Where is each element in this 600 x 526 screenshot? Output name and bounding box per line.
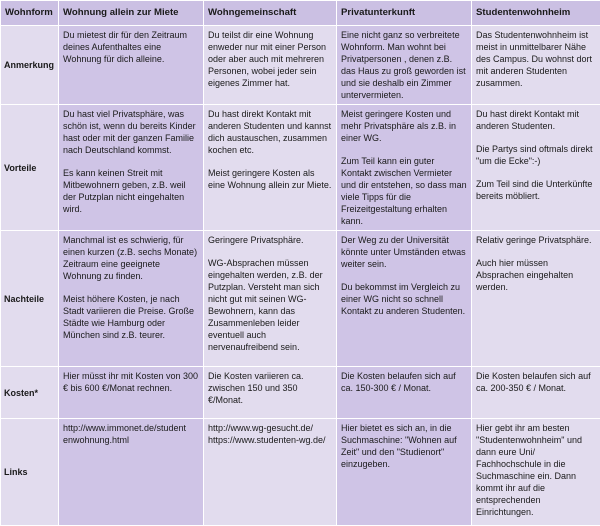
cell-text: Meist geringere Kosten und mehr Privatsphäre als z.B. in einer WG. — [341, 108, 467, 144]
row-kosten — [1, 367, 600, 419]
cell-text: Relativ geringe Privatsphäre. — [476, 234, 596, 246]
cell-text: Es kann keinen Streit mit Mitbewohnern geben, z.B. weil der Putzplan nicht eingehalten wird. — [63, 167, 199, 215]
cell-nachteile-studentenwohnheim — [472, 231, 600, 367]
header-studentenwohnheim: Studentenwohnheim — [472, 1, 600, 26]
cell-kosten-wohngemeinschaft — [204, 367, 337, 419]
cell-anmerkung-wohnung-allein — [59, 26, 204, 105]
cell-nachteile-wohnung-allein — [59, 231, 204, 367]
row-label-nachteile: Nachteile — [1, 231, 59, 367]
cell-text: WG-Absprachen müssen eingehalten werden, z.B. der Putzplan. Versteht man sich nicht gut mit seinen WG-Bewohnern, kann das Zusammenleben leider eventuell auch nervenaufreibend sein. — [208, 257, 332, 353]
cell-text: Du mietest dir für den Zeitraum deines Aufenthaltes eine Wohnung für dich alleine. — [63, 29, 199, 65]
cell-text: Du hast direkt Kontakt mit anderen Studenten. — [476, 108, 596, 132]
cell-kosten-privatunterkunft — [337, 367, 472, 419]
header-wohnform: Wohnform — [1, 1, 59, 26]
row-nachteile — [1, 231, 600, 367]
cell-text: Auch hier müssen Absprachen eingehalten werden. — [476, 257, 596, 293]
row-label-kosten: Kosten* — [1, 367, 59, 419]
cell-text: Die Kosten variieren ca. zwischen 150 und 350 €/Monat. — [208, 370, 332, 406]
cell-text: Manchmal ist es schwierig, für einen kurzen (z.B. sechs Monate) Zeitraum eine geeignete Wohnung zu finden. — [63, 234, 199, 282]
row-vorteile — [1, 105, 600, 231]
cell-text: Meist geringere Kosten als eine Wohnung allein zur Miete. — [208, 167, 332, 191]
cell-text: Hier bietet es sich an, in die Suchmaschine: "Wohnen auf Zeit" und den "Studienort" einzugeben. — [341, 422, 467, 470]
row-label-vorteile: Vorteile — [1, 105, 59, 231]
cell-vorteile-privatunterkunft — [337, 105, 472, 231]
cell-text: Die Kosten belaufen sich auf ca. 200-350 € / Monat. — [476, 370, 596, 394]
cell-anmerkung-wohngemeinschaft — [204, 26, 337, 105]
cell-links-wohngemeinschaft — [204, 419, 337, 526]
cell-text: Du teilst dir eine Wohnung enweder nur mit einer Person oder aber auch mit mehreren Personen, wobei jeder sein eigenes Zimmer hat. — [208, 29, 332, 89]
cell-text: Hier gebt ihr am besten "Studentenwohnheim" und dann eure Uni/ Fachhochschule in die Suchmaschine ein. Dann kommt ihr auf die entsprechenden Einrichtungen. — [476, 422, 596, 518]
cell-text: Der Weg zu der Universität könnte unter Umständen etwas weiter sein. — [341, 234, 467, 270]
cell-vorteile-wohnung-allein — [59, 105, 204, 231]
cell-nachteile-wohngemeinschaft — [204, 231, 337, 367]
cell-nachteile-privatunterkunft — [337, 231, 472, 367]
cell-anmerkung-privatunterkunft — [337, 26, 472, 105]
cell-vorteile-wohngemeinschaft — [204, 105, 337, 231]
cell-kosten-studentenwohnheim — [472, 367, 600, 419]
cell-anmerkung-studentenwohnheim — [472, 26, 600, 105]
cell-text: Die Kosten belaufen sich auf ca. 150-300 € / Monat. — [341, 370, 467, 394]
cell-text: Geringere Privatsphäre. — [208, 234, 332, 246]
cell-text: Eine nicht ganz so verbreitete Wohnform. Man wohnt bei Privatpersonen , denen z.B. das Haus zu groß geworden ist und sie deshalb ein Zimmer untervermieten. — [341, 29, 467, 101]
link-immonet[interactable]: http://www.immonet.de/student enwohnung.html — [63, 422, 199, 446]
cell-kosten-wohnung-allein — [59, 367, 204, 419]
header-wohnung-allein: Wohnung allein zur Miete — [59, 1, 204, 26]
header-privatunterkunft: Privatunterkunft — [337, 1, 472, 26]
cell-links-wohnung-allein — [59, 419, 204, 526]
cell-text: Du hast viel Privatsphäre, was schön ist, wenn du bereits Kinder hast oder mit der ganzen Familie nach Deutschland kommst. — [63, 108, 199, 156]
cell-text: Meist höhere Kosten, je nach Stadt variieren die Preise. Große Städte wie Hamburg oder München sind z.B. teurer. — [63, 293, 199, 341]
cell-text: Du bekommst im Vergleich zu einer WG nicht so schnell Kontakt zu anderen Studenten. — [341, 281, 467, 317]
cell-text: Du hast direkt Kontakt mit anderen Studenten und kannst dich austauschen, zusammen kochen etc. — [208, 108, 332, 156]
cell-text: Die Partys sind oftmals direkt "um die Ecke":-) — [476, 143, 596, 167]
header-wohngemeinschaft: Wohngemeinschaft — [204, 1, 337, 26]
cell-text: Zum Teil sind die Unterkünfte bereits möbliert. — [476, 178, 596, 202]
cell-links-privatunterkunft — [337, 419, 472, 526]
cell-text: Hier müsst ihr mit Kosten von 300 € bis 600 €/Monat rechnen. — [63, 370, 199, 394]
cell-vorteile-studentenwohnheim — [472, 105, 600, 231]
link-wg-gesucht[interactable]: http://www.wg-gesucht.de/ https://www.studenten-wg.de/ — [208, 422, 332, 446]
header-row — [1, 1, 600, 26]
cell-links-studentenwohnheim — [472, 419, 600, 526]
row-label-anmerkung: Anmerkung — [1, 26, 59, 105]
cell-text: Zum Teil kann ein guter Kontakt zwischen Vermieter und dir entstehen, so dass man viele Tipps für die Freizeitgestaltung erhalten kann. — [341, 155, 467, 227]
cell-text: Das Studentenwohnheim ist meist in unmittelbarer Nähe des Campus. Du wohnst dort mit anderen Studenten zusammen. — [476, 29, 596, 89]
row-label-links: Links — [1, 419, 59, 526]
row-anmerkung — [1, 26, 600, 105]
row-links — [1, 419, 600, 526]
